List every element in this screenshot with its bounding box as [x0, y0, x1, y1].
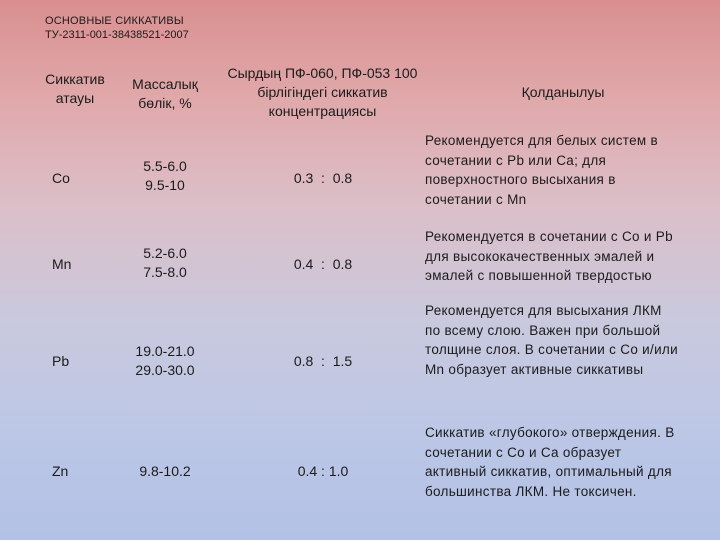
- row-mn-mass: 5.2-6.0 7.5-8.0: [143, 245, 187, 280]
- row-co-usage: Рекомендуется для белых систем в сочетании с Pb или Ca; для поверхностного высыхания в сочетании с Mn: [425, 133, 659, 207]
- row-zn-concentration: 0.4 : 1.0: [297, 463, 349, 479]
- document-subtitle: ТУ-2311-001-38438521-2007: [45, 29, 189, 41]
- row-pb-usage: Рекомендуется для высыхания ЛКМ по всему слою. Важен при большой толщине слоя. В сочетании с Co и/или Mn образует активные сиккативы: [425, 303, 678, 377]
- row-zn-name: Zn: [52, 463, 69, 479]
- row-zn-mass: 9.8-10.2: [139, 463, 191, 479]
- column-header-name: Сиккатив атауы: [45, 71, 105, 106]
- row-zn-usage: Сиккатив «глубокого» отверждения. В сочетании с Co и Ca образует активный сиккатив, оптимальный для большинства ЛКМ. Не токсичен.: [425, 425, 675, 499]
- document-title: ОСНОВНЫЕ СИККАТИВЫ: [45, 15, 184, 27]
- row-co-name: Co: [52, 170, 70, 186]
- row-mn-concentration: 0.4 : 0.8: [293, 256, 353, 272]
- row-co-concentration: 0.3 : 0.8: [293, 170, 353, 186]
- column-header-usage: Қолданылуы: [521, 84, 605, 100]
- row-mn-usage: Рекомендуется в сочетании с Co и Pb для высококачественных эмалей и эмалей с повышенной твердостью: [425, 229, 673, 283]
- column-header-concentration: Сырдың ПФ-060, ПФ-053 100 бірлігіндегі сиккатив концентрациясы: [227, 65, 418, 119]
- column-header-mass: Массалық бөлік, %: [132, 76, 198, 111]
- row-mn-name: Mn: [52, 256, 72, 272]
- row-pb-name: Pb: [52, 353, 70, 369]
- row-co-mass: 5.5-6.0 9.5-10: [143, 158, 187, 193]
- row-pb-mass: 19.0-21.0 29.0-30.0: [135, 343, 195, 378]
- row-pb-concentration: 0.8 : 1.5: [293, 353, 353, 369]
